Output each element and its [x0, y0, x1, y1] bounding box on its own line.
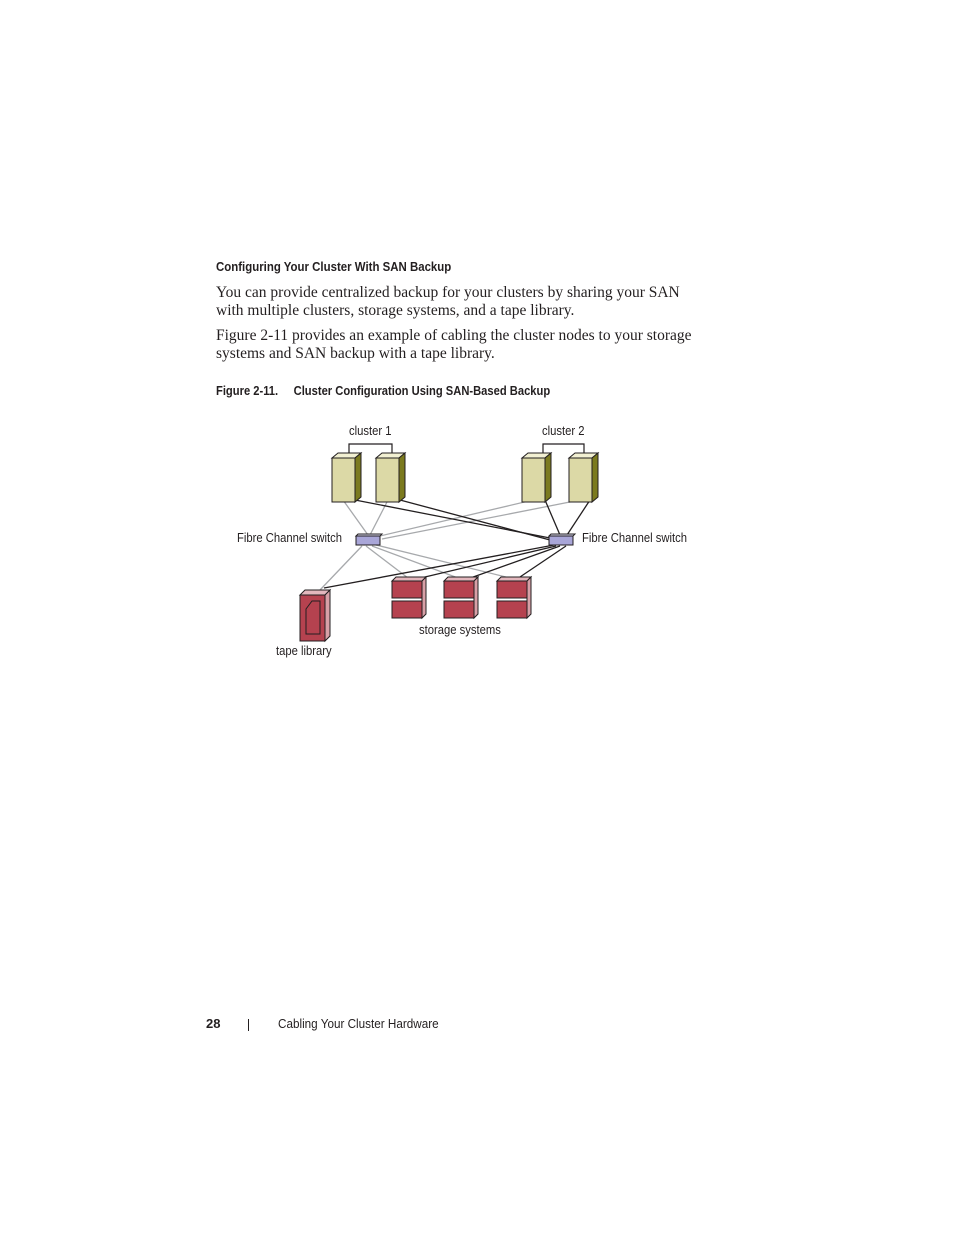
chapter-title: Cabling Your Cluster Hardware: [278, 1016, 439, 1031]
storage-systems-label: storage systems: [419, 623, 501, 637]
figure-number: Figure 2-11.: [216, 383, 279, 398]
cable: [400, 500, 550, 540]
server-node: [376, 453, 405, 502]
figure-title: Cluster Configuration Using SAN-Based Backup: [293, 383, 551, 398]
tape-library: [300, 590, 330, 641]
fc-switch-right: [549, 534, 575, 545]
section-heading: Configuring Your Cluster With SAN Backup: [216, 259, 452, 274]
fc-switches: [356, 534, 575, 545]
cluster1-label: cluster 1: [349, 424, 392, 438]
fc-switch-left: [356, 534, 382, 545]
cluster2-label: cluster 2: [542, 424, 585, 438]
storage-systems: [392, 577, 531, 618]
server-node: [522, 453, 551, 502]
paragraph-line: You can provide centralized backup for your clusters by sharing your SAN: [216, 284, 680, 301]
cable: [462, 546, 560, 581]
fc-switch-left-label: Fibre Channel switch: [237, 531, 343, 545]
paragraph-line: with multiple clusters, storage systems, and a tape library.: [216, 302, 575, 319]
cable: [408, 546, 556, 581]
page-number: 28: [206, 1016, 221, 1031]
server-node: [332, 453, 361, 502]
storage-unit: [392, 577, 426, 618]
footer-divider: [248, 1019, 249, 1031]
cable: [382, 500, 580, 539]
servers: [332, 453, 598, 502]
storage-unit: [444, 577, 478, 618]
paragraph-line: Figure 2-11 provides an example of cabling the cluster nodes to your storage: [216, 327, 692, 344]
cable: [343, 500, 368, 535]
tape-library-label: tape library: [276, 644, 332, 658]
storage-unit: [497, 577, 531, 618]
paragraph-line: systems and SAN backup with a tape library.: [216, 345, 495, 362]
server-node: [569, 453, 598, 502]
cable: [567, 500, 590, 535]
cable: [320, 546, 362, 590]
fc-switch-right-label: Fibre Channel switch: [582, 531, 688, 545]
